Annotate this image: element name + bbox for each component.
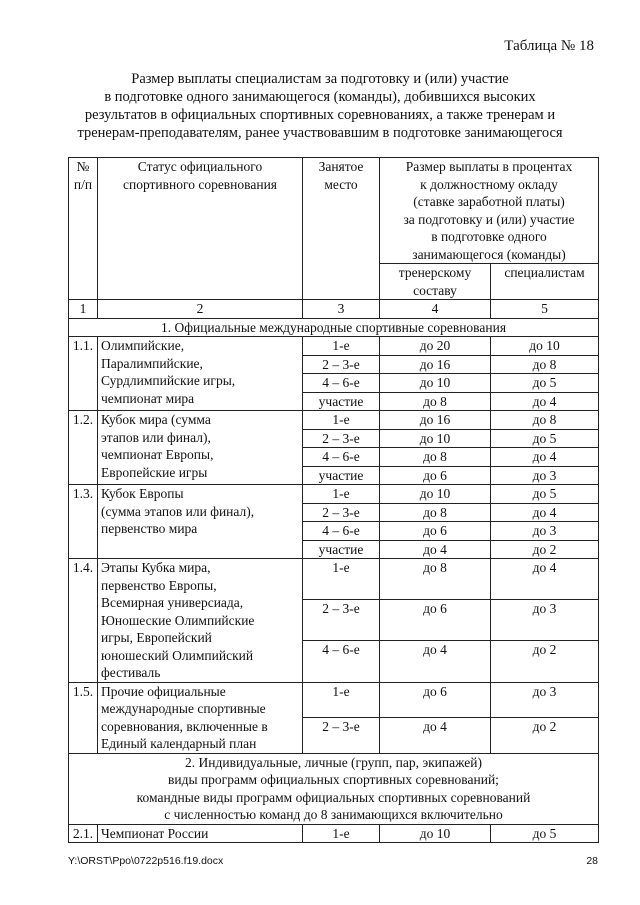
competition-status-line: первенство Европы, — [101, 577, 217, 593]
specialists-percent-cell: до 4 — [491, 392, 599, 411]
specialists-percent-cell: до 4 — [491, 559, 599, 600]
specialists-percent-cell: до 4 — [491, 448, 599, 467]
header-place-line: Занятое — [318, 159, 364, 174]
specialists-percent-cell: до 3 — [491, 600, 599, 641]
header-payment-line: (ставке заработной платы) — [413, 194, 565, 209]
trainers-percent-cell: до 4 — [380, 540, 491, 559]
header-specialists: специалистам — [491, 264, 599, 300]
place-cell: 2 – 3-е — [303, 600, 380, 641]
competition-status-line: соревнования, включенные в — [101, 718, 268, 734]
footer-page-number: 28 — [586, 855, 598, 867]
competition-status-line: Этапы Кубка мира, — [101, 560, 211, 575]
column-number: 5 — [491, 300, 599, 319]
section-1-row — [69, 318, 599, 337]
competition-status-line: юношеский Олимпийский — [101, 647, 254, 663]
specialists-percent-cell: до 2 — [491, 718, 599, 754]
trainers-percent-cell: до 6 — [380, 466, 491, 485]
trainers-percent-cell: до 20 — [380, 337, 491, 356]
header-payment-line: в подготовке одного — [431, 229, 547, 244]
specialists-percent-cell: до 3 — [491, 682, 599, 718]
place-cell: 2 – 3-е — [303, 429, 380, 448]
section-2-title-line: с численностью команд до 8 занимающихся включительно — [164, 807, 503, 822]
column-number: 1 — [69, 300, 98, 319]
heading-line: тренерам-преподавателям, ранее участвовавшим в подготовке занимающегося — [77, 125, 563, 141]
trainers-percent-cell: до 16 — [380, 411, 491, 430]
trainers-percent-cell: до 8 — [380, 559, 491, 600]
competition-status-line: Олимпийские, — [101, 338, 185, 353]
table-row — [69, 682, 599, 718]
header-payment-line: занимающегося (команды) — [412, 246, 566, 262]
header-num-line: № — [76, 159, 90, 174]
place-cell: 1-е — [303, 485, 380, 504]
competition-status-line: Всемирная универсиада, — [101, 595, 244, 610]
row-number: 1.3. — [69, 485, 98, 559]
table-label: Таблица № 18 — [504, 38, 594, 54]
table-row — [69, 824, 599, 843]
competition-status — [98, 337, 303, 411]
specialists-percent-cell: до 5 — [491, 374, 599, 393]
competition-status-line: (сумма этапов или финал), — [101, 503, 255, 519]
section-1-title: 1. Официальные международные спортивные соревнования — [69, 318, 599, 337]
header-place-line: место — [324, 176, 358, 192]
place-cell: 1-е — [303, 559, 380, 600]
header-status-line: Статус официального — [137, 159, 263, 174]
row-number: 1.2. — [69, 411, 98, 485]
trainers-percent-cell: до 8 — [380, 503, 491, 522]
place-cell: 2 – 3-е — [303, 355, 380, 374]
footer-file-path: Y:\ORST\Ppo\0722p516.f19.docx — [68, 855, 224, 867]
trainers-percent-cell: до 10 — [380, 429, 491, 448]
trainers-percent-cell: до 8 — [380, 448, 491, 467]
specialists-percent-cell: до 5 — [491, 429, 599, 448]
header-place — [303, 158, 380, 300]
trainers-percent-cell: до 8 — [380, 392, 491, 411]
competition-status — [98, 411, 303, 485]
trainers-percent-cell: до 16 — [380, 355, 491, 374]
row-number: 1.4. — [69, 559, 98, 683]
competition-status-line: Сурдлимпийские игры, — [101, 373, 236, 388]
header-num-line: п/п — [73, 176, 93, 192]
header-trainers-line: тренерскому — [398, 265, 472, 280]
table-row — [69, 559, 599, 600]
header-status — [98, 158, 303, 300]
row-number: 1.5. — [69, 682, 98, 753]
row-number: 2.1. — [69, 824, 98, 843]
competition-status-line: Кубок мира (сумма — [101, 412, 211, 427]
header-status-line: спортивного соревнования — [122, 176, 278, 192]
trainers-percent-cell: до 4 — [380, 641, 491, 682]
specialists-percent-cell: до 3 — [491, 522, 599, 541]
place-cell: участие — [303, 466, 380, 485]
header-payment-line: к должностному окладу — [420, 176, 558, 192]
competition-status — [98, 485, 303, 559]
specialists-percent-cell: до 3 — [491, 466, 599, 485]
section-2-title — [69, 753, 599, 824]
column-numbers-row — [69, 300, 599, 319]
trainers-percent-cell: до 6 — [380, 600, 491, 641]
place-cell: 2 – 3-е — [303, 503, 380, 522]
competition-status-line: этапов или финал), — [101, 429, 211, 445]
place-cell: 4 – 6-е — [303, 448, 380, 467]
competition-status-line: Европейские игры — [101, 464, 208, 480]
specialists-percent-cell: до 8 — [491, 411, 599, 430]
competition-status-line: чемпионат мира — [101, 390, 195, 406]
heading-line: результатов в официальных спортивных соревнованиях, а также тренерам и — [84, 107, 556, 123]
row-number: 1.1. — [69, 337, 98, 411]
place-cell: 4 – 6-е — [303, 522, 380, 541]
place-cell: 2 – 3-е — [303, 718, 380, 754]
competition-status-line: Паралимпийские, — [101, 355, 203, 371]
column-number: 3 — [303, 300, 380, 319]
competition-status-line: фестиваль — [101, 665, 161, 680]
header-payment-line: за подготовку и (или) участие — [403, 211, 575, 227]
specialists-percent-cell: до 4 — [491, 503, 599, 522]
place-cell: 4 – 6-е — [303, 641, 380, 682]
payment-table — [68, 157, 599, 843]
competition-status — [98, 682, 303, 753]
place-cell: участие — [303, 540, 380, 559]
header-payment-line: Размер выплаты в процентах — [405, 159, 573, 174]
competition-status — [98, 559, 303, 683]
place-cell: 1-е — [303, 824, 380, 843]
heading-line: Размер выплаты специалистам за подготовку и (или) участие — [131, 71, 509, 87]
trainers-percent-cell: до 4 — [380, 718, 491, 754]
column-number: 2 — [98, 300, 303, 319]
trainers-percent-cell: до 10 — [380, 824, 491, 843]
column-number: 4 — [380, 300, 491, 319]
header-row — [69, 158, 599, 264]
place-cell: 1-е — [303, 682, 380, 718]
section-2-row — [69, 753, 599, 824]
place-cell: участие — [303, 392, 380, 411]
header-num — [69, 158, 98, 300]
competition-status-line: Единый календарный план — [101, 736, 257, 751]
trainers-percent-cell: до 6 — [380, 682, 491, 718]
competition-status-line: чемпионат Европы, — [101, 447, 214, 462]
specialists-percent-cell: до 5 — [491, 824, 599, 843]
specialists-percent-cell: до 2 — [491, 641, 599, 682]
specialists-percent-cell: до 5 — [491, 485, 599, 504]
section-2-title-line: командные виды программ официальных спортивных соревнований — [136, 789, 531, 805]
trainers-percent-cell: до 10 — [380, 485, 491, 504]
specialists-percent-cell: до 2 — [491, 540, 599, 559]
section-2-title-line: 2. Индивидуальные, личные (групп, пар, экипажей) — [185, 754, 482, 770]
place-cell: 1-е — [303, 337, 380, 356]
table-row — [69, 337, 599, 356]
header-payment — [380, 158, 599, 264]
place-cell: 1-е — [303, 411, 380, 430]
competition-status-line: первенство мира — [101, 521, 198, 536]
section-2-title-line: виды программ официальных спортивных соревнований; — [168, 772, 499, 787]
table-row — [69, 485, 599, 504]
trainers-percent-cell: до 6 — [380, 522, 491, 541]
header-trainers — [380, 264, 491, 300]
specialists-percent-cell: до 8 — [491, 355, 599, 374]
table-heading — [40, 70, 600, 142]
competition-status-line: Прочие официальные — [101, 683, 226, 699]
trainers-percent-cell: до 10 — [380, 374, 491, 393]
table-row — [69, 411, 599, 430]
competition-status-line: игры, Европейский — [101, 630, 212, 645]
competition-status: Чемпионат России — [98, 824, 303, 843]
place-cell: 4 – 6-е — [303, 374, 380, 393]
heading-line: в подготовке одного занимающегося (команды), добившихся высоких — [104, 89, 536, 105]
header-trainers-line: составу — [413, 282, 457, 298]
specialists-percent-cell: до 10 — [491, 337, 599, 356]
competition-status-line: Юношеские Олимпийские — [101, 612, 255, 628]
competition-status-line: международные спортивные — [101, 701, 266, 716]
competition-status-line: Кубок Европы — [101, 486, 184, 501]
